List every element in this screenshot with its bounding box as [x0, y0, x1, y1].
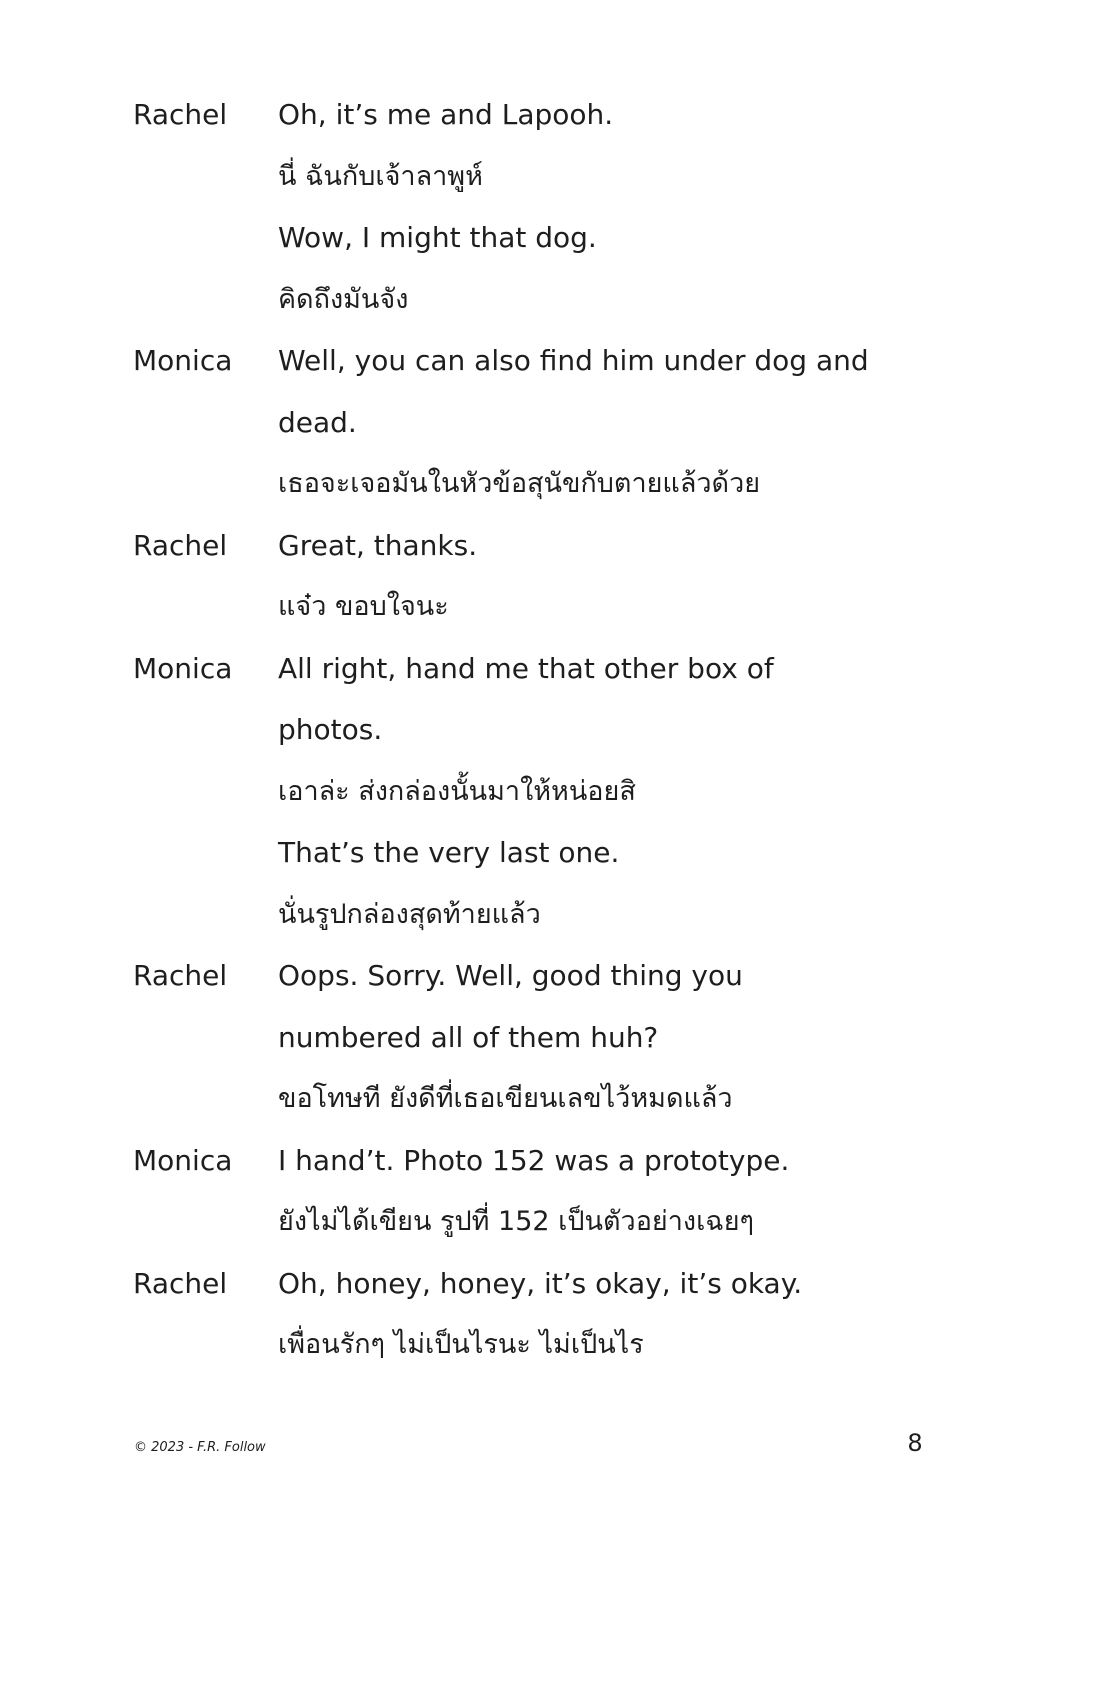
speaker-name: Rachel [133, 529, 228, 562]
dialogue-line-thai: นี่ ฉันกับเจ้าลาพูห์ [278, 161, 483, 192]
speaker-name: Rachel [133, 959, 228, 992]
speaker-name: Rachel [133, 1267, 228, 1300]
dialogue-line-thai: เพื่อนรักๆ ไม่เป็นไรนะ ไม่เป็นไร [278, 1329, 644, 1360]
dialogue-line: numbered all of them huh? [278, 1021, 659, 1054]
copyright-notice: © 2023 - F.R. Follow [134, 1440, 266, 1455]
dialogue-line-thai: ขอโทษที ยังดีที่เธอเขียนเลขไว้หมดแล้ว [278, 1083, 733, 1114]
speaker-name: Monica [133, 652, 233, 685]
dialogue-line: Well, you can also find him under dog and [278, 344, 869, 377]
dialogue-line: Oops. Sorry. Well, good thing you [278, 959, 743, 992]
dialogue-line: All right, hand me that other box of [278, 652, 774, 685]
dialogue-line-thai: เอาล่ะ ส่งกล่องนั้นมาให้หน่อยสิ [278, 776, 636, 807]
dialogue-line: That’s the very last one. [278, 836, 620, 869]
dialogue-line-thai: คิดถึงมันจัง [278, 284, 409, 315]
speaker-name: Rachel [133, 98, 228, 131]
dialogue-line-thai: เธอจะเจอมันในหัวข้อสุนัขกับตายแล้วด้วย [278, 468, 761, 499]
dialogue-line: Great, thanks. [278, 529, 478, 562]
speaker-name: Monica [133, 344, 233, 377]
dialogue-line: Oh, it’s me and Lapooh. [278, 98, 614, 131]
dialogue-line: Wow, I might that dog. [278, 221, 597, 254]
dialogue-line-thai: แจ๋ว ขอบใจนะ [278, 591, 449, 622]
page-number: 8 [907, 1429, 923, 1457]
dialogue-line: I hand’t. Photo 152 was a prototype. [278, 1144, 790, 1177]
dialogue-line: Oh, honey, honey, it’s okay, it’s okay. [278, 1267, 803, 1300]
speaker-name: Monica [133, 1144, 233, 1177]
dialogue-line: photos. [278, 713, 383, 746]
dialogue-line: dead. [278, 406, 357, 439]
dialogue-line-thai: นั่นรูปกล่องสุดท้ายแล้ว [278, 899, 541, 930]
dialogue-line-thai: ยังไม่ได้เขียน รูปที่ 152 เป็นตัวอย่างเฉยๆ [278, 1206, 755, 1237]
